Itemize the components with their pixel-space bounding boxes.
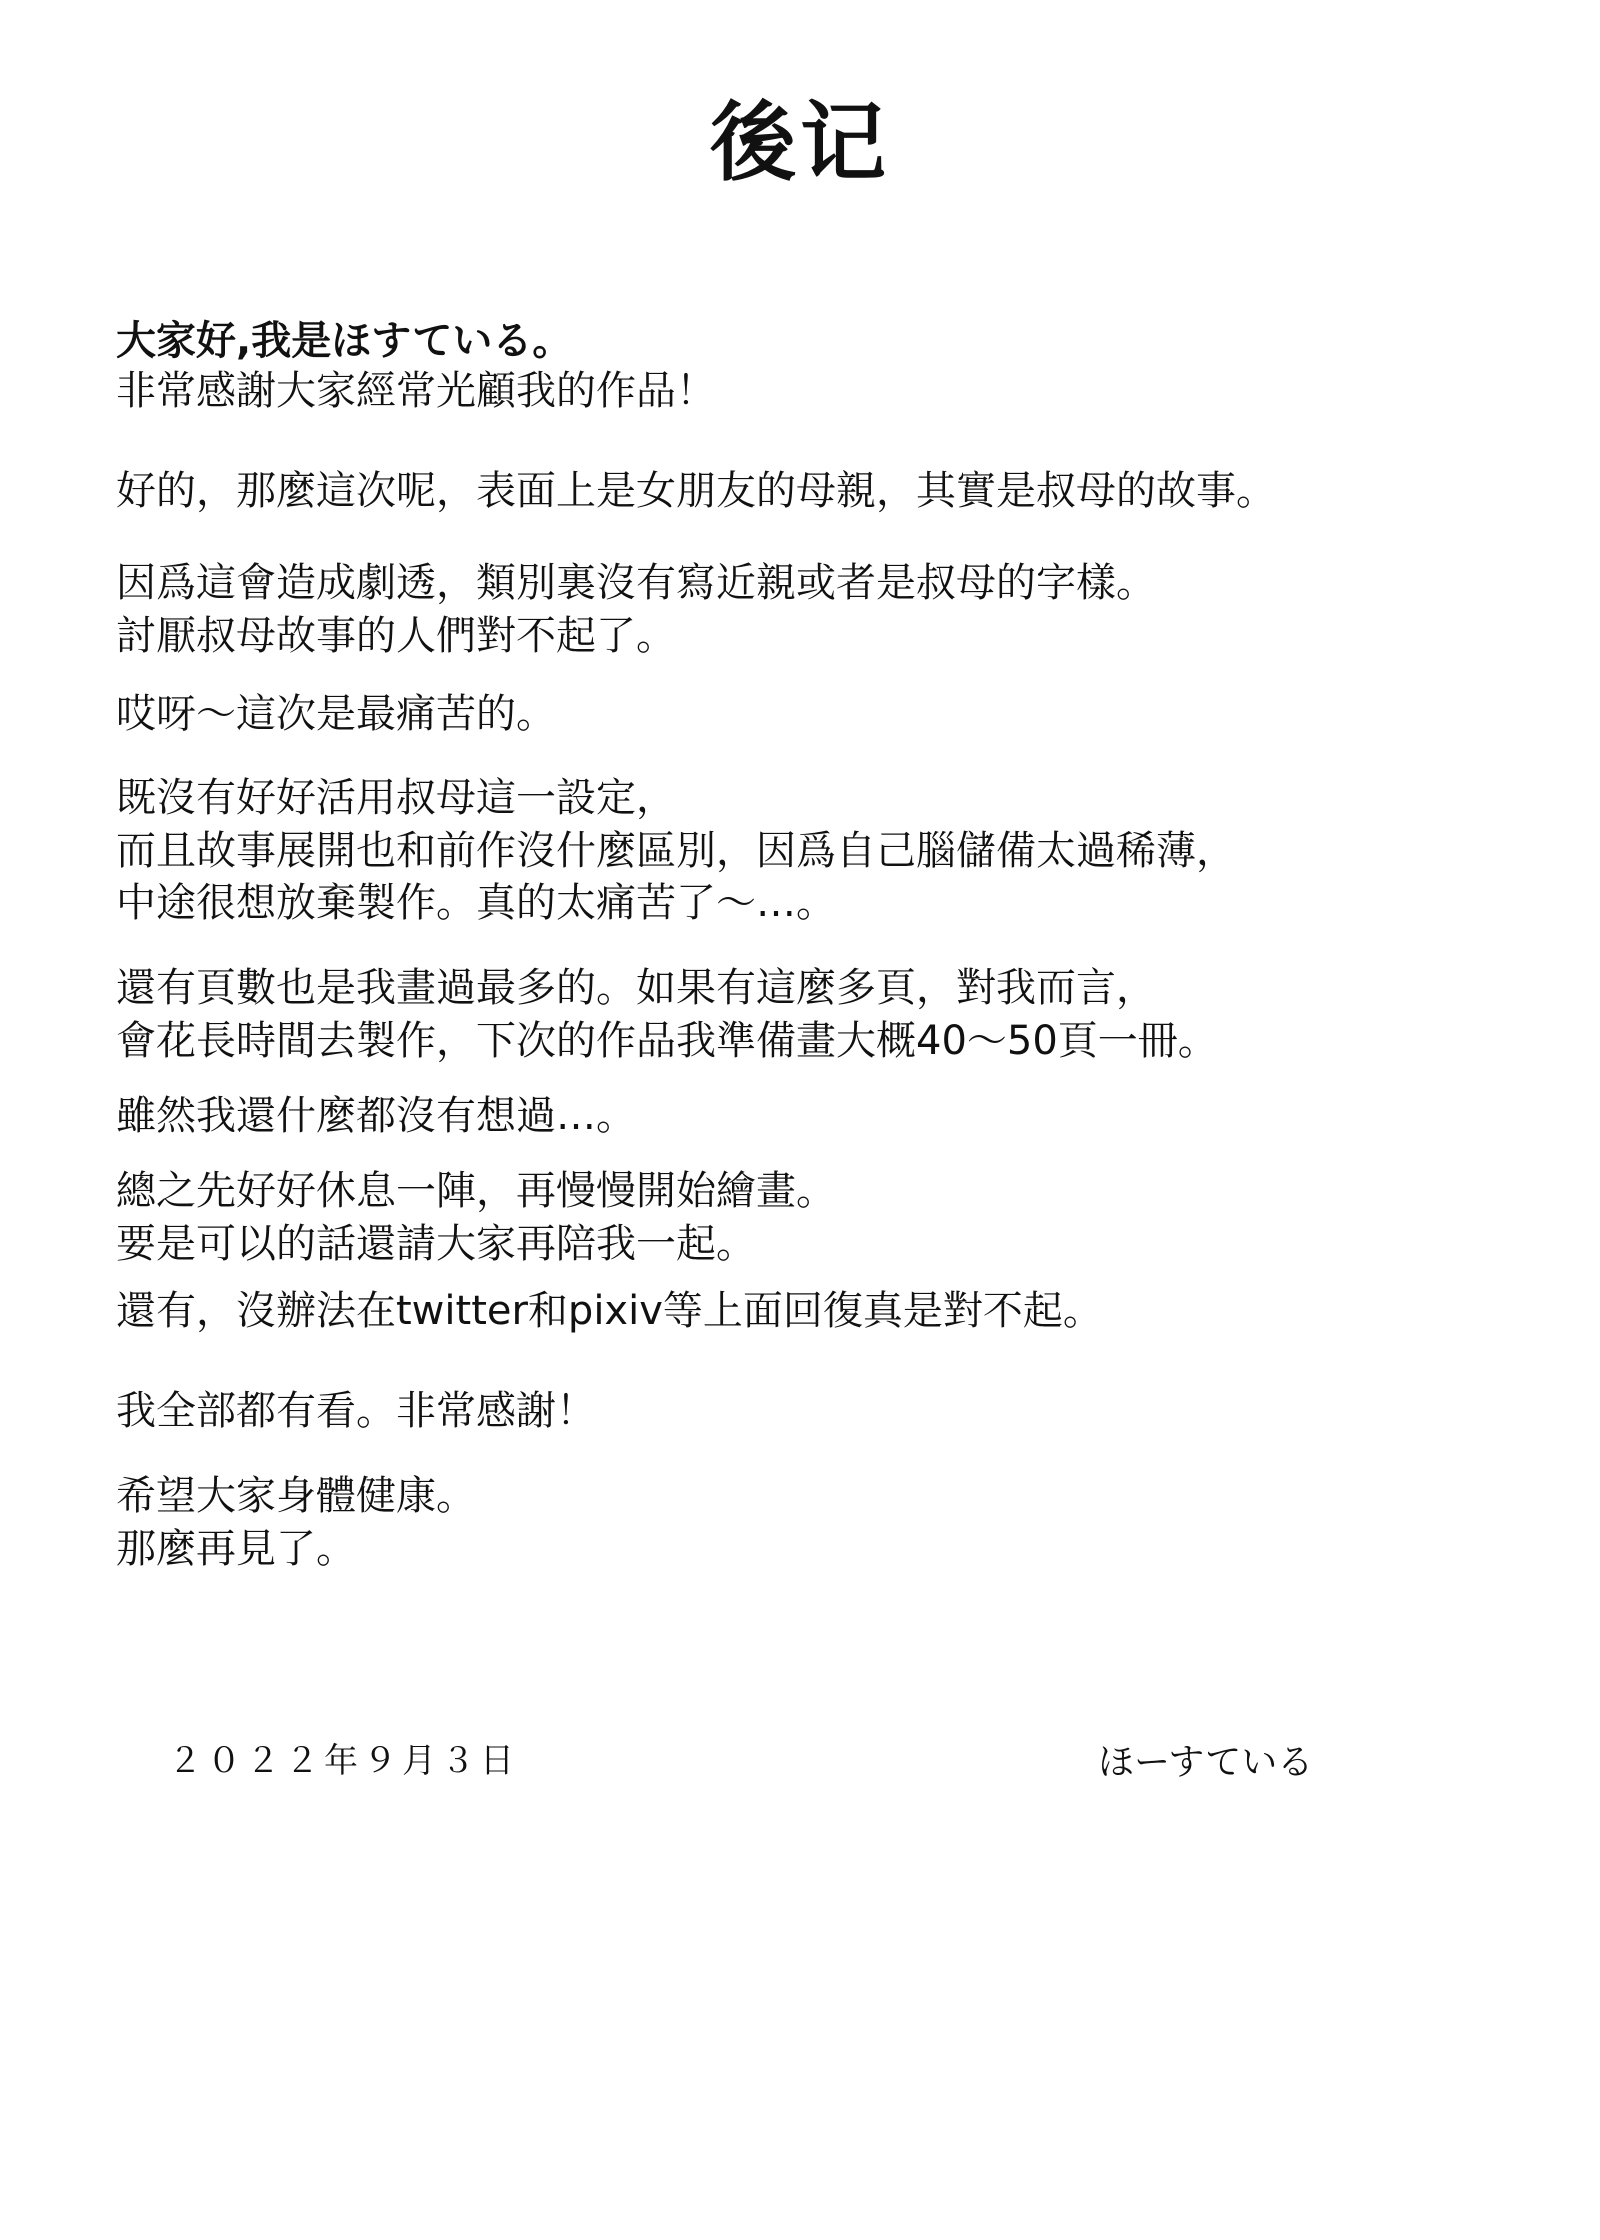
thanks-line: 非常感謝大家經常光顧我的作品！ — [116, 368, 716, 414]
accompany-line: 要是可以的話還請大家再陪我一起。 — [116, 1221, 756, 1267]
greeting-line: 大家好,我是ほすている。 — [116, 318, 573, 364]
spoiler-line: 因爲這會造成劇透，類別裏沒有寫近親或者是叔母的字樣。 — [116, 560, 1156, 606]
date: ２０２２年９月３日 — [168, 1741, 519, 1781]
page-count-line: 還有頁數也是我畫過最多的。如果有這麼多頁，對我而言， — [116, 965, 1156, 1011]
story-intro-line: 好的，那麼這次呢，表面上是女朋友的母親，其實是叔母的故事。 — [116, 468, 1276, 514]
apology-line: 討厭叔母故事的人們對不起了。 — [116, 613, 676, 659]
next-work-line: 會花長時間去製作，下次的作品我準備畫大概40～50頁一冊。 — [116, 1018, 1218, 1064]
setting-line: 既沒有好好活用叔母這一設定， — [116, 775, 676, 821]
reply-apology-line: 還有，沒辦法在twitter和pixiv等上面回復真是對不起。 — [116, 1288, 1103, 1334]
hardest-line: 哎呀～這次是最痛苦的。 — [116, 691, 556, 737]
give-up-line: 中途很想放棄製作。真的太痛苦了～…。 — [116, 880, 836, 926]
health-line: 希望大家身體健康。 — [116, 1473, 476, 1519]
farewell-line: 那麼再見了。 — [116, 1526, 356, 1572]
rest-line: 總之先好好休息一陣，再慢慢開始繪畫。 — [116, 1168, 836, 1214]
page-title: 後记 — [710, 93, 890, 193]
read-all-line: 我全部都有看。非常感謝！ — [116, 1388, 596, 1434]
development-line: 而且故事展開也和前作沒什麼區別，因爲自己腦儲備太過稀薄， — [116, 828, 1236, 874]
author-signature: ほーすている — [1098, 1742, 1314, 1783]
not-thought-line: 雖然我還什麼都沒有想過…。 — [116, 1093, 636, 1139]
